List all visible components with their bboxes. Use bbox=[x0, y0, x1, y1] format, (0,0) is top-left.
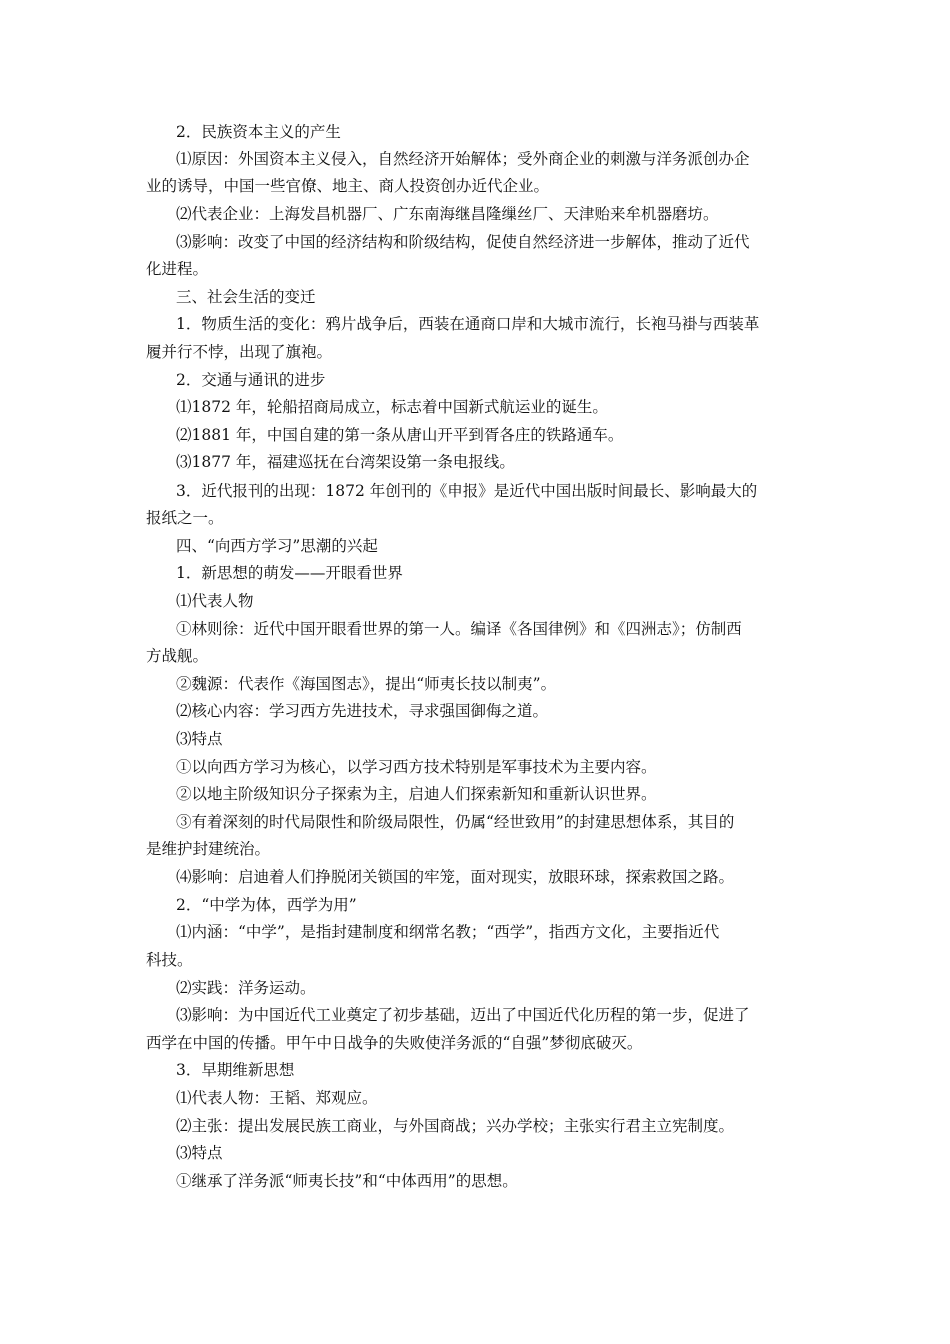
text-line: 业的诱导，中国一些官僚、地主、商人投资创办近代企业。 bbox=[146, 177, 550, 195]
text-line: ⑷影响：启迪着人们挣脱闭关锁国的牢笼，面对现实，放眼环球，探索救国之路。 bbox=[176, 868, 735, 886]
section-heading: 2．“中学为体，西学为用” bbox=[176, 896, 357, 914]
text-line: ②魏源：代表作《海国图志》，提出“师夷长技以制夷”。 bbox=[176, 675, 557, 693]
text-line: ⑶特点 bbox=[176, 730, 223, 748]
text-line: 方战舰。 bbox=[146, 647, 209, 665]
text-line: 西学在中国的传播。甲午中日战争的失败使洋务派的“自强”梦彻底破灭。 bbox=[146, 1034, 643, 1052]
text-line: ①林则徐：近代中国开眼看世界的第一人。编译《各国律例》和《四洲志》；仿制西 bbox=[176, 620, 742, 638]
text-line: 化进程。 bbox=[146, 260, 209, 278]
text-line: 报纸之一。 bbox=[146, 509, 224, 527]
section-heading: 三、社会生活的变迁 bbox=[176, 288, 316, 306]
text-line: ③有着深刻的时代局限性和阶级局限性，仍属“经世致用”的封建思想体系，其目的 bbox=[176, 813, 735, 831]
text-line: ⑴1872 年，轮船招商局成立，标志着中国新式航运业的诞生。 bbox=[176, 398, 608, 416]
text-line: ⑶特点 bbox=[176, 1144, 223, 1162]
section-heading: 2．民族资本主义的产生 bbox=[176, 123, 341, 141]
text-line: ①继承了洋务派“师夷长技”和“中体西用”的思想。 bbox=[176, 1172, 518, 1190]
text-line: 1．物质生活的变化：鸦片战争后，西装在通商口岸和大城市流行，长袍马褂与西装革 bbox=[176, 315, 760, 333]
text-line: ⑵1881 年，中国自建的第一条从唐山开平到胥各庄的铁路通车。 bbox=[176, 426, 624, 444]
section-heading: 3．早期维新思想 bbox=[176, 1061, 295, 1079]
text-line: ⑵主张：提出发展民族工商业，与外国商战；兴办学校；主张实行君主立宪制度。 bbox=[176, 1117, 735, 1135]
section-heading: 2．交通与通讯的进步 bbox=[176, 371, 326, 389]
section-heading: 1．新思想的萌发——开眼看世界 bbox=[176, 564, 403, 582]
text-line: 是维护封建统治。 bbox=[146, 840, 271, 858]
text-line: ⑴原因：外国资本主义侵入，自然经济开始解体；受外商企业的刺激与洋务派创办企 bbox=[176, 150, 750, 168]
text-line: ⑴内涵：“中学”，是指封建制度和纲常名教；“西学”，指西方文化，主要指近代 bbox=[176, 923, 720, 941]
text-line: ⑶1877 年，福建巡抚在台湾架设第一条电报线。 bbox=[176, 453, 515, 471]
text-line: 3．近代报刊的出现：1872 年创刊的《申报》是近代中国出版时间最长、影响最大的 bbox=[176, 482, 758, 500]
text-line: ⑵代表企业：上海发昌机器厂、广东南海继昌隆缫丝厂、天津贻来牟机器磨坊。 bbox=[176, 205, 719, 223]
text-line: 科技。 bbox=[146, 951, 193, 969]
text-line: ②以地主阶级知识分子探索为主，启迪人们探索新知和重新认识世界。 bbox=[176, 785, 657, 803]
text-line: ⑶影响：为中国近代工业奠定了初步基础，迈出了中国近代化历程的第一步，促进了 bbox=[176, 1006, 750, 1024]
section-heading: 四、“向西方学习”思潮的兴起 bbox=[176, 537, 378, 555]
text-line: ⑴代表人物 bbox=[176, 592, 254, 610]
text-line: ⑶影响：改变了中国的经济结构和阶级结构，促使自然经济进一步解体，推动了近代 bbox=[176, 233, 750, 251]
text-line: ①以向西方学习为核心，以学习西方技术特别是军事技术为主要内容。 bbox=[176, 758, 657, 776]
text-line: ⑵实践：洋务运动。 bbox=[176, 979, 316, 997]
text-line: 履并行不悖，出现了旗袍。 bbox=[146, 343, 333, 361]
text-line: ⑴代表人物：王韬、郑观应。 bbox=[176, 1089, 378, 1107]
text-line: ⑵核心内容：学习西方先进技术，寻求强国御侮之道。 bbox=[176, 702, 549, 720]
